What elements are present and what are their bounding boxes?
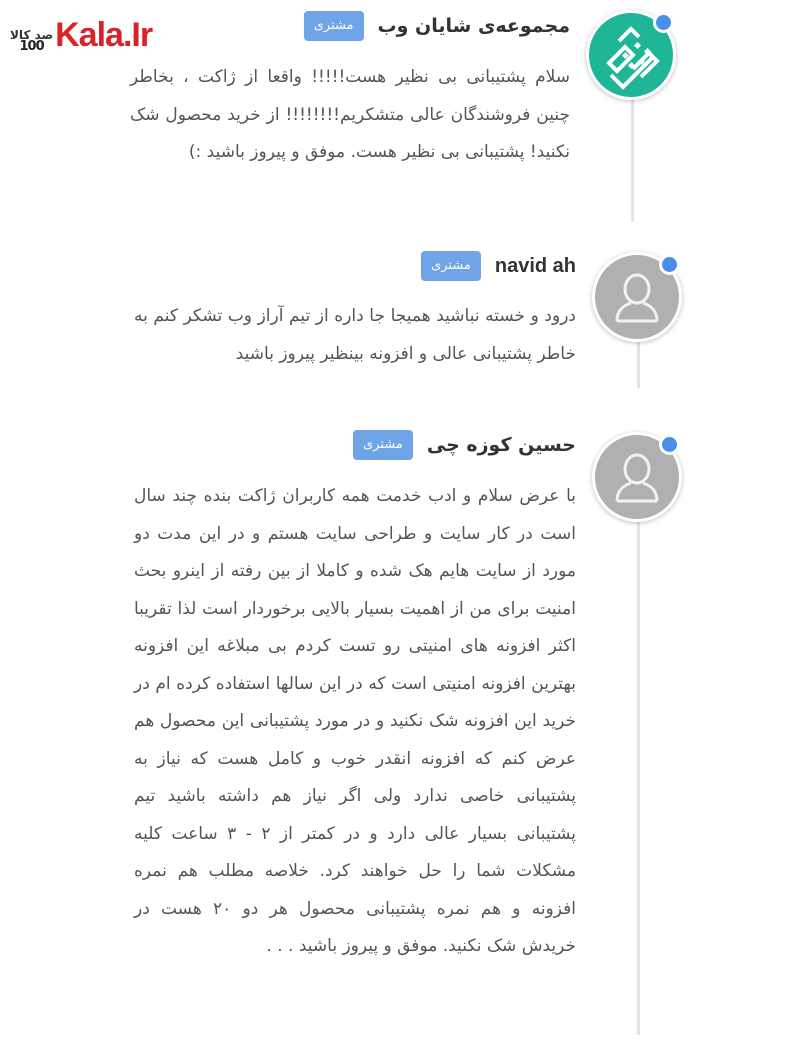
- watermark-persian-text: صد کالا: [10, 28, 54, 42]
- author-name: navid ah: [494, 254, 576, 277]
- author-name: مجموعه‌ی شایان وب: [377, 15, 570, 37]
- timeline-line: [637, 520, 640, 1035]
- comment-item: [0, 230, 800, 400]
- comment-header: [353, 430, 576, 460]
- online-status-dot: [653, 12, 674, 33]
- comment-text: سلام پشتیبانی بی نظیر هست!!!!! واقعا از ژاکت ، بخاطر چنین فروشندگان عالی متشکریم!!!!!!!! از خرید محصول شک نکنید! پشتیبانی بی نظیر هست. موفق و پیروز باشید :): [130, 67, 570, 162]
- watermark-brand: Kala.Ir: [55, 16, 153, 54]
- online-status-dot: [659, 434, 680, 455]
- avatar[interactable]: [592, 252, 682, 342]
- author-name: حسین کوزه چی: [426, 434, 576, 456]
- comment-text: درود و خسته نباشید همیجا جا داره از تیم آراز وب تشکر کنم به خاطر پشتیبانی عالی و افزونه بینظیر پیروز باشید: [134, 306, 576, 364]
- timeline-line: [631, 95, 634, 222]
- comment-header: [304, 11, 570, 41]
- timeline-line: [637, 340, 640, 388]
- customer-badge: مشتری: [421, 251, 481, 281]
- comment-item: [0, 400, 800, 1043]
- avatar[interactable]: [592, 432, 682, 522]
- watermark-number: 100: [19, 39, 44, 54]
- online-status-dot: [659, 254, 680, 275]
- customer-badge: مشتری: [304, 11, 364, 41]
- comment-header: [421, 251, 576, 281]
- customer-badge: مشتری: [353, 430, 413, 460]
- comment-item: [0, 0, 800, 230]
- avatar[interactable]: [586, 10, 676, 100]
- comment-text: با عرض سلام و ادب خدمت همه کاربران ژاکت بنده چند سال است در کار سایت و طراحی سایت هستم و در این مدت دو مورد از سایت هایم هک شده و کاملا از بین رفته از اینرو بحث امنیت برای من از اهمیت بسیار بالایی برخوردار است لذا تقریبا اکثر افزونه های امنیتی رو تست کردم بی مبلاغه این افزونه بهترین افزونه امنیتی است که در این سالها استفاده کرده ام در خرید این افزونه شک نکنید و در مورد پشتیبانی این محصول هم عرض کنم که افزونه انقدر خوب و کامل هست که نیاز به پشتیبانی خاصی ندارد ولی اگر نیاز هم داشته باشید تیم پشتیبانی بسیار عالی دارد و در کمتر از ۲ - ۳ ساعت کلیه مشکلات شما را حل خواهند کرد. خلاصه مطلب هم نمره افزونه و هم نمره پشتیبانی محصول هر دو ۲۰ هست در خریدش شک نکنید. موفق و پیروز باشید . . .: [134, 486, 576, 956]
